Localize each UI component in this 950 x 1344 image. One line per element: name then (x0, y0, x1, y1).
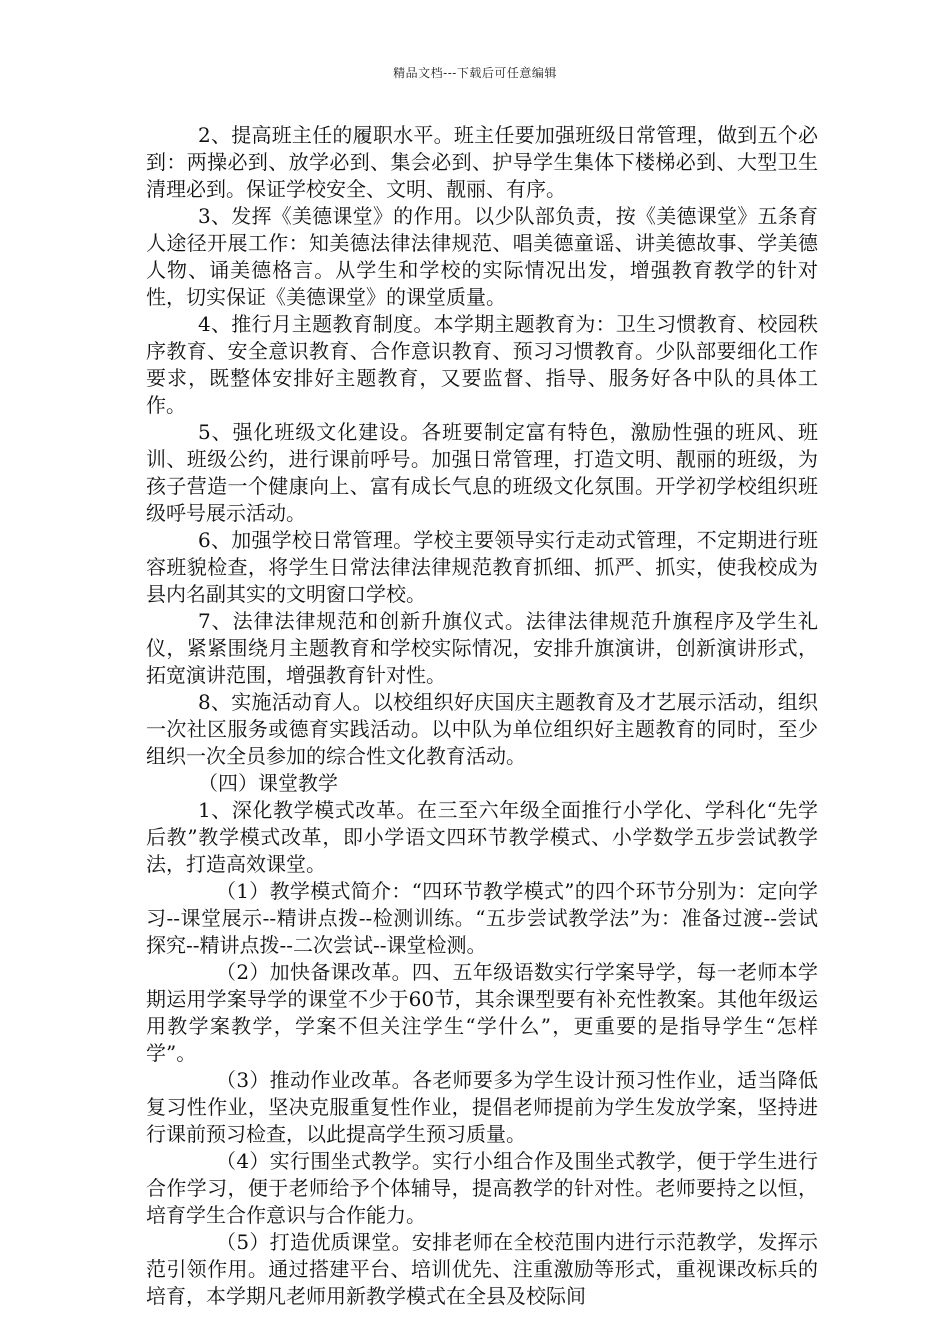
paragraph-item-6: 6、加强学校日常管理。学校主要领导实行走动式管理，不定期进行班容班貌检查，将学生日常法律法律规范教育抓细、抓严、抓实，使我校成为县内名副其实的文明窗口学校。 (146, 528, 818, 606)
document-body (146, 122, 818, 1310)
paragraph-item-7: 7、法律法律规范和创新升旗仪式。法律法律规范升旗程序及学生礼仪，紧紧围绕月主题教育和学校实际情况，安排升旗演讲，创新演讲形式，拓宽演讲范围，增强教育针对性。 (146, 609, 818, 687)
subparagraph-5: （5）打造优质课堂。安排老师在全校范围内进行示范教学，发挥示范引领作用。通过搭建平台、培训优先、注重激励等形式，重视课改标兵的培育，本学期凡老师用新教学模式在全县及校际间 (146, 1230, 818, 1308)
paragraph-item-8: 8、实施活动育人。以校组织好庆国庆主题教育及才艺展示活动，组织一次社区服务或德育实践活动。以中队为单位组织好主题教育的同时，至少组织一次全员参加的综合性文化教育活动。 (146, 690, 818, 768)
section-heading: （四）课堂教学 (198, 771, 338, 795)
subparagraph-1: （1）教学模式简介：“四环节教学模式”的四个环节分别为：定向学习--课堂展示--精讲点拨--检测训练。“五步尝试教学法”为：准备过渡--尝试探究--精讲点拨--二次尝试--课堂检测。 (146, 879, 818, 957)
paragraph-item-3: 3、发挥《美德课堂》的作用。以少队部负责，按《美德课堂》五条育人途径开展工作：知美德法律法律规范、唱美德童谣、讲美德故事、学美德人物、诵美德格言。从学生和学校的实际情况出发，增强教育教学的针对性，切实保证《美德课堂》的课堂质量。 (146, 204, 818, 309)
subparagraph-4: （4）实行围坐式教学。实行小组合作及围坐式教学，便于学生进行合作学习，便于老师给予个体辅导，提高教学的针对性。老师要持之以恒，培育学生合作意识与合作能力。 (146, 1149, 818, 1227)
paragraph-item-4: 4、推行月主题教育制度。本学期主题教育为：卫生习惯教育、校园秩序教育、安全意识教育、合作意识教育、预习习惯教育。少队部要细化工作要求，既整体安排好主题教育，又要监督、指导、服务好各中队的具体工作。 (146, 312, 818, 417)
paragraph-item-5: 5、强化班级文化建设。各班要制定富有特色，激励性强的班风、班训、班级公约，进行课前呼号。加强日常管理，打造文明、靓丽的班级，为孩子营造一个健康向上、富有成长气息的班级文化氛围。开学初学校组织班级呼号展示活动。 (146, 420, 818, 525)
page-header: 精品文档---下载后可任意编辑 (393, 66, 557, 80)
paragraph-item-2: 2、提高班主任的履职水平。班主任要加强班级日常管理，做到五个必到：两操必到、放学必到、集会必到、护导学生集体下楼梯必到、大型卫生清理必到。保证学校安全、文明、靓丽、有序。 (146, 123, 818, 201)
subparagraph-2: （2）加快备课改革。四、五年级语数实行学案导学，每一老师本学期运用学案导学的课堂不少于60节，其余课型要有补充性教案。其他年级运用教学案教学，学案不但关注学生“学什么”，更重要的是指导学生“怎样学”。 (146, 960, 818, 1065)
subparagraph-3: （3）推动作业改革。各老师要多为学生设计预习性作业，适当降低复习性作业，坚决克服重复性作业，提倡老师提前为学生发放学案，坚持进行课前预习检查，以此提高学生预习质量。 (146, 1068, 818, 1146)
paragraph-teaching-1: 1、深化教学模式改革。在三至六年级全面推行小学化、学科化“先学后教”教学模式改革，即小学语文四环节教学模式、小学数学五步尝试教学法，打造高效课堂。 (146, 798, 818, 876)
